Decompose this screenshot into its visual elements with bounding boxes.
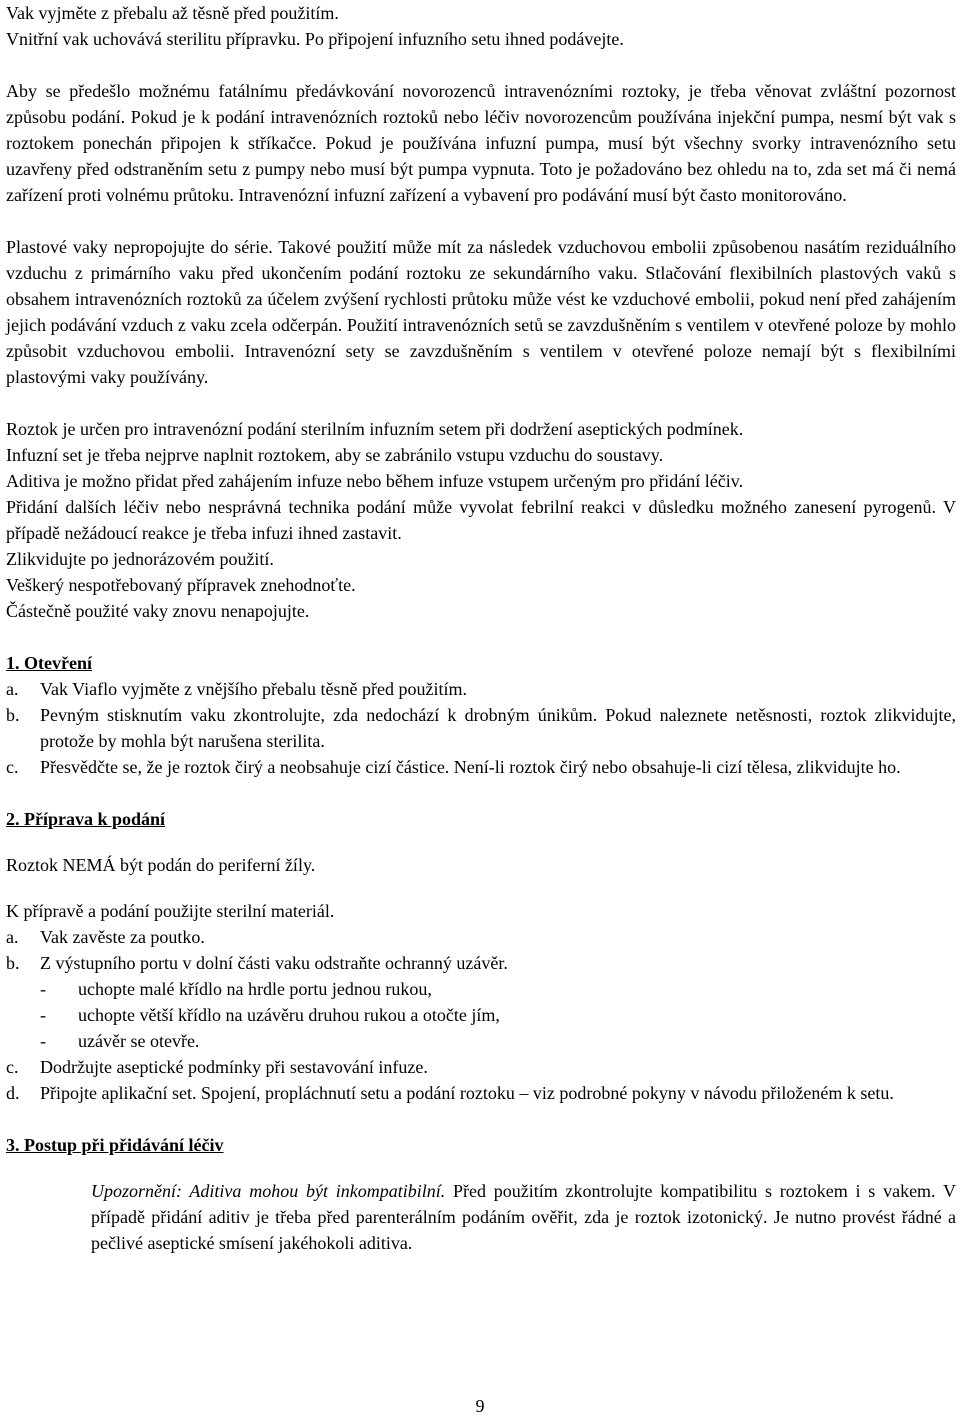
section-2-heading: 2. Příprava k podání <box>6 809 166 829</box>
list-item-label: c. <box>6 1057 19 1077</box>
list-item-label: a. <box>6 679 19 699</box>
list-item <box>6 754 956 780</box>
warning-body-text: Před použitím zkontrolujte kompatibilitu s roztokem i s vakem. V případě přidání aditiv je třeba před parenterálním podáním ověřit, zda je roztok izotonický. Je nutno provést řádné a pečlivé aseptické smísení jakéhokoli aditiva. <box>91 1181 956 1253</box>
section-2-note: Roztok NEMÁ být podán do periferní žíly. <box>6 855 316 875</box>
document-page <box>6 0 956 1256</box>
dash-bullet: - <box>40 1005 46 1025</box>
paragraph-administration-1: Roztok je určen pro intravenózní podání sterilním infuzním setem při dodržení aseptických podmínek. <box>6 419 744 439</box>
list-item-text: Dodržujte aseptické podmínky při sestavování infuze. <box>40 1057 428 1077</box>
sub-list-item <box>6 976 956 1002</box>
list-item-label: b. <box>6 705 20 725</box>
paragraph-administration-4: Přidání dalších léčiv nebo nesprávná technika podání může vyvolat febrilní reakci v důsledku možného zanesení pyrogenů. V případě nežádoucí reakce je třeba infuzi ihned zastavit. <box>6 497 956 543</box>
paragraph-administration-6: Veškerý nespotřebovaný přípravek znehodnoťte. <box>6 575 356 595</box>
warning-italic-text: Upozornění: Aditiva mohou být inkompatibilní. <box>91 1181 446 1201</box>
list-item <box>6 1054 956 1080</box>
list-item-label: b. <box>6 953 20 973</box>
list-item-text: Pevným stisknutím vaku zkontrolujte, zda nedochází k drobným únikům. Pokud naleznete netěsnosti, roztok zlikvidujte, protože by mohla být narušena sterilita. <box>40 705 956 751</box>
section-1-heading: 1. Otevření <box>6 653 92 673</box>
sub-list-item <box>6 1002 956 1028</box>
sub-list-item-text: uchopte větší křídlo na uzávěru druhou rukou a otočte jím, <box>78 1005 500 1025</box>
sub-list-item-text: uzávěr se otevře. <box>78 1031 200 1051</box>
list-item-text: Z výstupního portu v dolní části vaku odstraňte ochranný uzávěr. <box>40 953 508 973</box>
paragraph-administration-7: Částečně použité vaky znovu nenapojujte. <box>6 601 310 621</box>
paragraph-neonatal-overdose: Aby se předešlo možnému fatálnímu předávkování novorozenců intravenózními roztoky, je třeba věnovat zvláštní pozornost způsobu podání. Pokud je k podání intravenózních roztoků nebo léčiv novorozencům používána injekční pumpa, nesmí být vak s roztokem ponechán připojen k stříkačce. Pokud je používána infuzní pumpa, musí být všechny svorky intravenózního setu uzavřeny před odstraněním setu z pumpy nebo musí být pumpa vypnuta. Toto je požadováno bez ohledu na to, zda set má či nemá zařízení proti volnému průtoku. Intravenózní infuzní zařízení a vybavení pro podávání musí být často monitorováno. <box>6 81 956 205</box>
section-2-lead: K přípravě a podání použijte sterilní materiál. <box>6 901 335 921</box>
dash-bullet: - <box>40 1031 46 1051</box>
sub-list-item-text: uchopte malé křídlo na hrdle portu jednou rukou, <box>78 979 432 999</box>
dash-bullet: - <box>40 979 46 999</box>
list-item-label: c. <box>6 757 19 777</box>
list-item-label: a. <box>6 927 19 947</box>
list-item <box>6 702 956 754</box>
intro-line-2: Vnitřní vak uchovává sterilitu přípravku. Po připojení infuzního setu ihned podávejte. <box>6 29 624 49</box>
list-item <box>6 676 956 702</box>
list-item <box>6 950 956 976</box>
compatibility-warning <box>6 1178 956 1256</box>
list-item-label: d. <box>6 1083 20 1103</box>
paragraph-administration-3: Aditiva je možno přidat před zahájením infuze nebo během infuze vstupem určeným pro přidání léčiv. <box>6 471 744 491</box>
sub-list-item <box>6 1028 956 1054</box>
list-item-text: Vak Viaflo vyjměte z vnějšího přebalu těsně před použitím. <box>40 679 467 699</box>
list-item <box>6 924 956 950</box>
page-number: 9 <box>475 1396 485 1416</box>
intro-line-1: Vak vyjměte z přebalu až těsně před použitím. <box>6 3 339 23</box>
list-item-text: Přesvědčte se, že je roztok čirý a neobsahuje cizí částice. Není-li roztok čirý nebo obsahuje-li cizí tělesa, zlikvidujte ho. <box>40 757 901 777</box>
list-item <box>6 1080 956 1106</box>
paragraph-administration-5: Zlikvidujte po jednorázovém použití. <box>6 549 274 569</box>
list-item-text: Připojte aplikační set. Spojení, propláchnutí setu a podání roztoku – viz podrobné pokyny v návodu přiloženém k setu. <box>40 1083 894 1103</box>
list-item-text: Vak zavěste za poutko. <box>40 927 205 947</box>
paragraph-air-embolism: Plastové vaky nepropojujte do série. Takové použití může mít za následek vzduchovou embolii způsobenou nasátím reziduálního vzduchu z primárního vaku před ukončením podání roztoku ze sekundárního vaku. Stlačování flexibilních plastových vaků s obsahem intravenózních roztoků za účelem zvýšení rychlosti průtoku může vést ke vzduchové embolii, pokud není před zahájením jejich podávání vzduch z vaku zcela odčerpán. Použití intravenózních setů se zavzdušněním s ventilem v otevřené poloze by mohlo způsobit vzduchovou embolii. Intravenózní sety se zavzdušněním s ventilem v otevřené poloze nemají být s flexibilními plastovými vaky používány. <box>6 237 956 387</box>
section-3-heading: 3. Postup při přidávání léčiv <box>6 1135 224 1155</box>
paragraph-administration-2: Infuzní set je třeba nejprve naplnit roztokem, aby se zabránilo vstupu vzduchu do soustavy. <box>6 445 664 465</box>
